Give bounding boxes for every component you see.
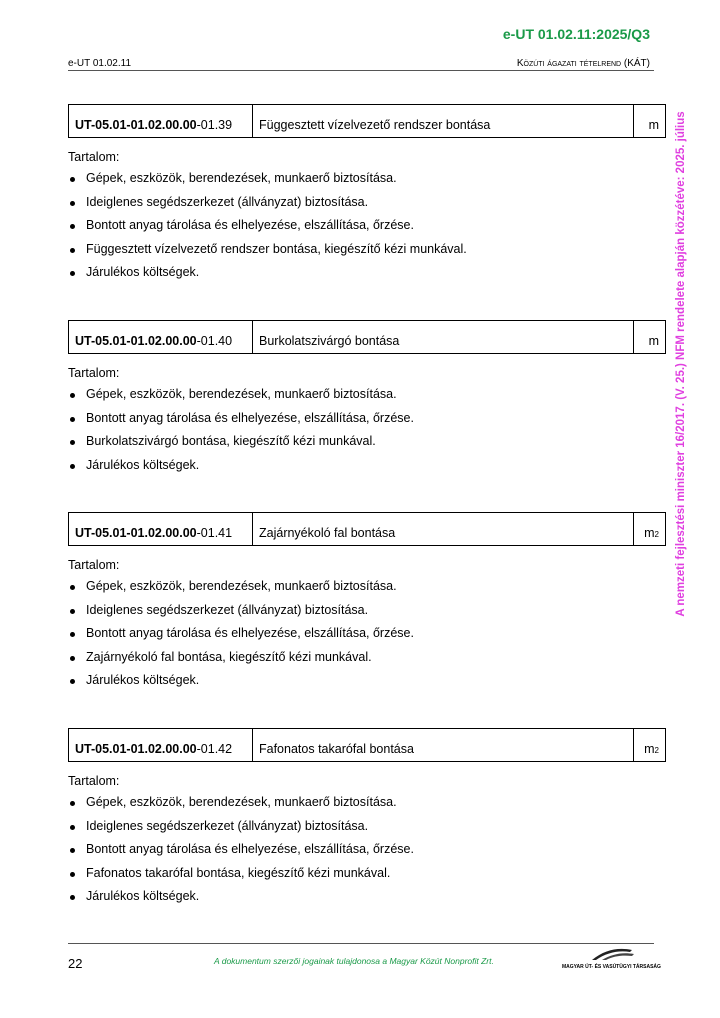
list-item: Burkolatszivárgó bontása, kiegészítő kézi munkával. <box>68 430 666 454</box>
list-item: Gépek, eszközök, berendezések, munkaerő biztosítása. <box>68 383 666 407</box>
list-item: Gépek, eszközök, berendezések, munkaerő biztosítása. <box>68 575 666 599</box>
content-label: Tartalom: <box>68 150 120 164</box>
item-unit-base: m <box>648 118 659 132</box>
list-item: Járulékos költségek. <box>68 261 666 285</box>
list-item: Függesztett vízelvezető rendszer bontása, kiegészítő kézi munkával. <box>68 238 666 262</box>
list-item: Bontott anyag tárolása és elhelyezése, elszállítása, őrzése. <box>68 214 666 238</box>
header-right-title-suffix: (KÁT) <box>623 58 650 69</box>
item-unit-base: m <box>648 334 659 348</box>
item-code-box <box>68 320 666 354</box>
item-code-main: UT-05.01-01.02.00.00 <box>75 526 197 540</box>
item-name: Zajárnyékoló fal bontása <box>259 526 396 540</box>
item-block <box>68 104 666 285</box>
copyright-notice: A dokumentum szerzői jogainak tulajdonosa a Magyar Közút Nonprofit Zrt. <box>214 956 494 966</box>
list-item: Ideiglenes segédszerkezet (állványzat) biztosítása. <box>68 191 666 215</box>
list-item: Bontott anyag tárolása és elhelyezése, elszállítása, őrzése. <box>68 622 666 646</box>
item-code <box>69 513 253 545</box>
item-code-suffix: -01.42 <box>196 742 233 756</box>
header-right-title-main: Közúti ágazati tételrend <box>516 58 622 69</box>
item-unit-exponent: 2 <box>654 746 659 755</box>
item-unit-base: m <box>644 526 655 540</box>
item-unit-exponent: 2 <box>654 530 659 539</box>
item-code-suffix: -01.41 <box>196 526 233 540</box>
item-unit <box>633 105 665 137</box>
content-list <box>68 575 666 693</box>
road-swoosh-icon <box>562 946 654 962</box>
logo-text: MAGYAR ÚT- ÉS VASÚTÜGYI TÁRSASÁG <box>562 964 661 970</box>
item-code-suffix: -01.39 <box>196 118 233 132</box>
list-item: Fafonatos takarófal bontása, kiegészítő kézi munkával. <box>68 862 666 886</box>
list-item: Gépek, eszközök, berendezések, munkaerő biztosítása. <box>68 167 666 191</box>
footer-divider <box>68 943 654 944</box>
item-unit-base: m <box>644 742 655 756</box>
item-unit <box>633 321 665 353</box>
item-code-box <box>68 104 666 138</box>
item-block <box>68 512 666 693</box>
item-block <box>68 728 666 909</box>
item-code-box <box>68 728 666 762</box>
item-unit <box>633 513 665 545</box>
list-item: Ideiglenes segédszerkezet (állványzat) biztosítása. <box>68 815 666 839</box>
item-name: Burkolatszivárgó bontása <box>259 334 400 348</box>
item-name: Fafonatos takarófal bontása <box>259 742 414 756</box>
item-code-main: UT-05.01-01.02.00.00 <box>75 742 197 756</box>
company-logo <box>562 946 661 970</box>
header-divider <box>68 70 654 71</box>
item-code-box <box>68 512 666 546</box>
publication-side-note: A nemzeti fejlesztési miniszter 16/2017. (V. 25.) NFM rendelete alapján közzétéve: 2025. július <box>675 111 687 617</box>
list-item: Járulékos költségek. <box>68 885 666 909</box>
content-label: Tartalom: <box>68 366 120 380</box>
item-name: Függesztett vízelvezető rendszer bontása <box>259 118 491 132</box>
item-code-main: UT-05.01-01.02.00.00 <box>75 334 197 348</box>
list-item: Zajárnyékoló fal bontása, kiegészítő kézi munkával. <box>68 646 666 670</box>
list-item: Bontott anyag tárolása és elhelyezése, elszállítása, őrzése. <box>68 838 666 862</box>
header-left-code: e-UT 01.02.11 <box>68 58 132 69</box>
item-code <box>69 729 253 761</box>
content-list <box>68 791 666 909</box>
item-block <box>68 320 666 477</box>
item-code <box>69 321 253 353</box>
content-label: Tartalom: <box>68 774 120 788</box>
list-item: Bontott anyag tárolása és elhelyezése, elszállítása, őrzése. <box>68 407 666 431</box>
list-item: Járulékos költségek. <box>68 454 666 478</box>
page-number: 22 <box>68 956 83 971</box>
item-code-main: UT-05.01-01.02.00.00 <box>75 118 197 132</box>
item-unit <box>633 729 665 761</box>
content-list <box>68 383 666 477</box>
list-item: Ideiglenes segédszerkezet (állványzat) biztosítása. <box>68 599 666 623</box>
document-code: e-UT 01.02.11:2025/Q3 <box>502 26 650 42</box>
item-code <box>69 105 253 137</box>
content-list <box>68 167 666 285</box>
content-label: Tartalom: <box>68 558 120 572</box>
item-code-suffix: -01.40 <box>196 334 233 348</box>
list-item: Gépek, eszközök, berendezések, munkaerő biztosítása. <box>68 791 666 815</box>
list-item: Járulékos költségek. <box>68 669 666 693</box>
header-right-title <box>517 58 650 69</box>
